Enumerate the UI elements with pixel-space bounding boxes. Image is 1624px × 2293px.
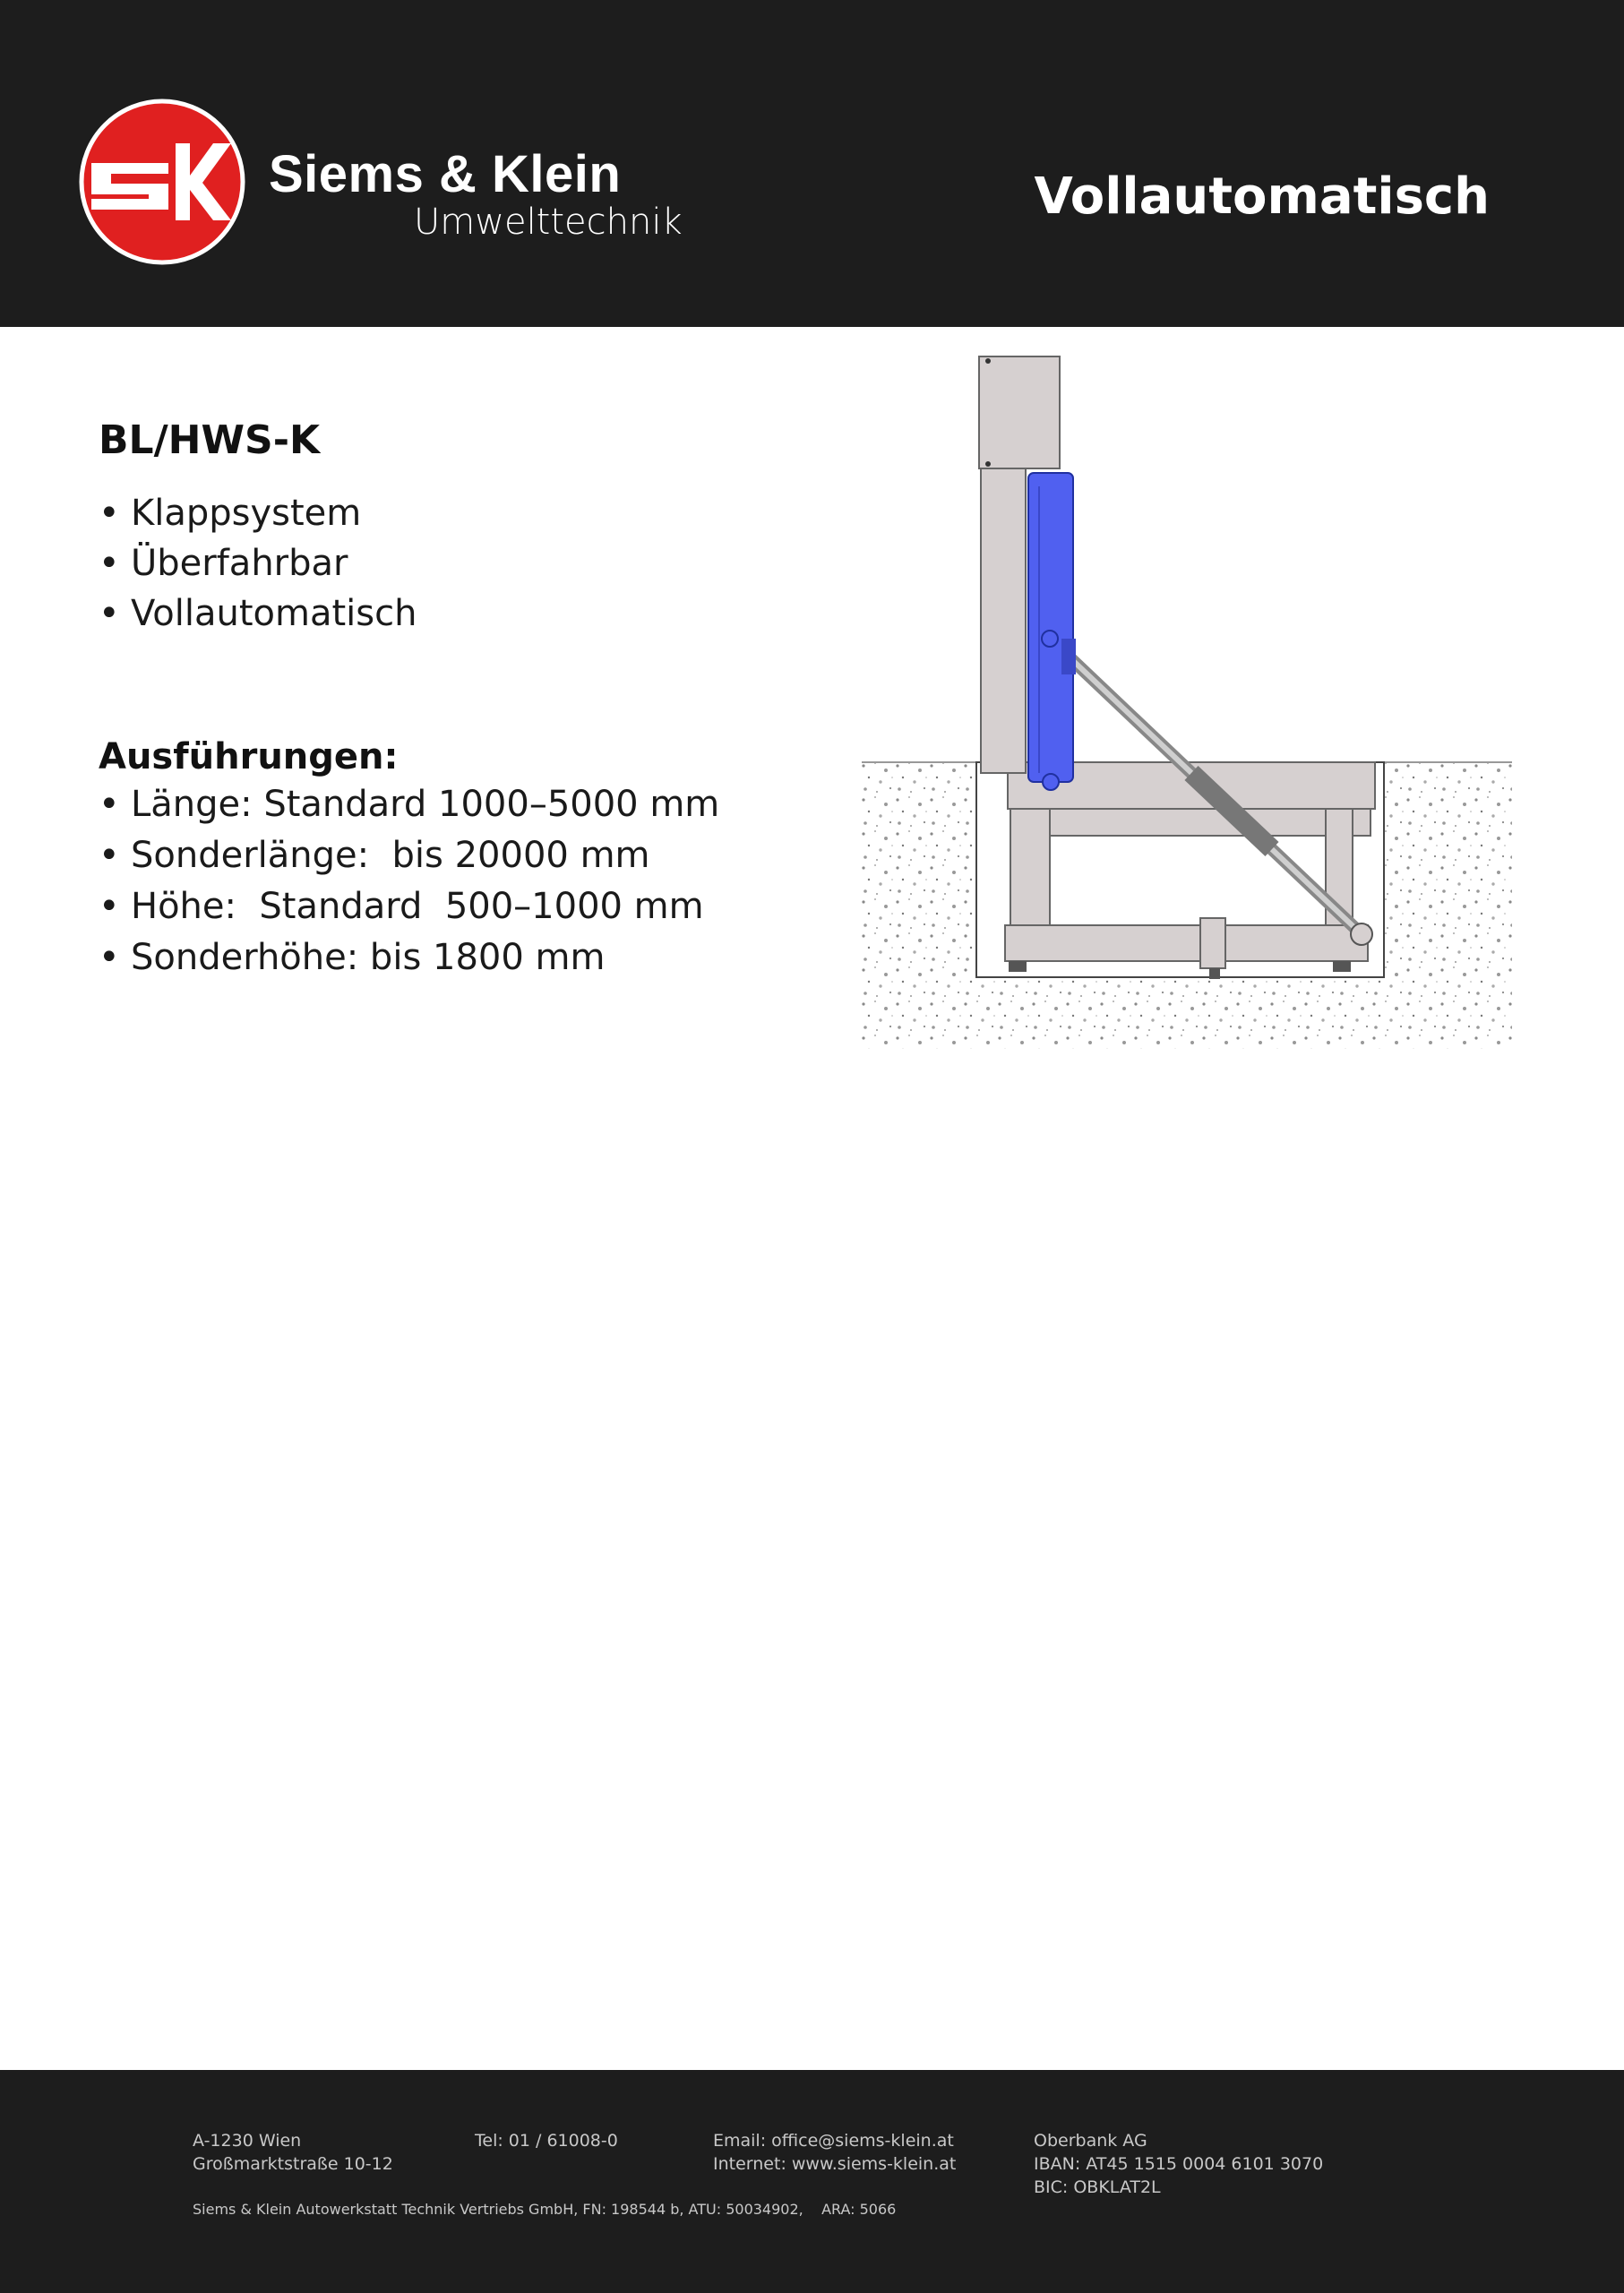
bic-text: BIC: OBKLAT2L (1034, 2177, 1161, 2197)
list-item: • Überfahrbar (99, 543, 348, 584)
footer-phone (475, 2129, 618, 2152)
product-title: BL/HWS-K (99, 417, 321, 463)
list-item: • Sonderhöhe: bis 1800 mm (99, 937, 606, 978)
control-box (979, 356, 1060, 468)
spec-list (99, 779, 719, 983)
footer-bank (1034, 2129, 1323, 2199)
spec-text: Höhe: Standard 500–1000 mm (131, 886, 704, 927)
feature-list (99, 488, 417, 639)
list-item: • Vollautomatisch (99, 593, 417, 634)
page-footer (0, 2070, 1624, 2293)
post (981, 468, 1026, 773)
address-line: Großmarktstraße 10-12 (193, 2154, 393, 2174)
legal-text: Siems & Klein Autowerkstatt Technik Vertriebs GmbH, FN: 198544 b, ATU: 50034902, ARA: 5066 (193, 2201, 897, 2218)
spec-text: Sonderhöhe: bis 1800 mm (131, 937, 606, 978)
gate-panel (1028, 473, 1073, 782)
list-item: • Länge: Standard 1000–5000 mm (99, 784, 720, 825)
phone-text: Tel: 01 / 61008-0 (475, 2131, 618, 2151)
header-title: Vollautomatisch (1034, 167, 1490, 226)
spec-text: Sonderlänge: bis 20000 mm (131, 835, 650, 876)
footer-address (193, 2129, 393, 2176)
spec-text: Länge: Standard 1000–5000 mm (131, 784, 720, 825)
feature-text: Klappsystem (131, 493, 362, 534)
list-item: • Klappsystem (99, 493, 362, 534)
internet-text: Internet: www.siems-klein.at (713, 2154, 957, 2174)
page-content (0, 327, 1624, 2070)
specs-title: Ausführungen: (99, 736, 399, 777)
barrier-diagram (860, 352, 1514, 1051)
list-item: • Sonderlänge: bis 20000 mm (99, 835, 650, 876)
brand-name: Siems & Klein (269, 145, 622, 203)
siems-klein-logo (79, 99, 245, 265)
feature-text: Überfahrbar (131, 543, 348, 584)
bank-name: Oberbank AG (1034, 2131, 1147, 2151)
address-line: A-1230 Wien (193, 2131, 302, 2151)
page-header (0, 0, 1624, 327)
footer-contact (713, 2129, 956, 2176)
brand-subtitle: Umwelttechnik (414, 202, 683, 243)
email-text: Email: office@siems-klein.at (713, 2131, 954, 2151)
feature-text: Vollautomatisch (131, 593, 417, 634)
iban-text: IBAN: AT45 1515 0004 6101 3070 (1034, 2154, 1324, 2174)
list-item: • Höhe: Standard 500–1000 mm (99, 886, 704, 927)
